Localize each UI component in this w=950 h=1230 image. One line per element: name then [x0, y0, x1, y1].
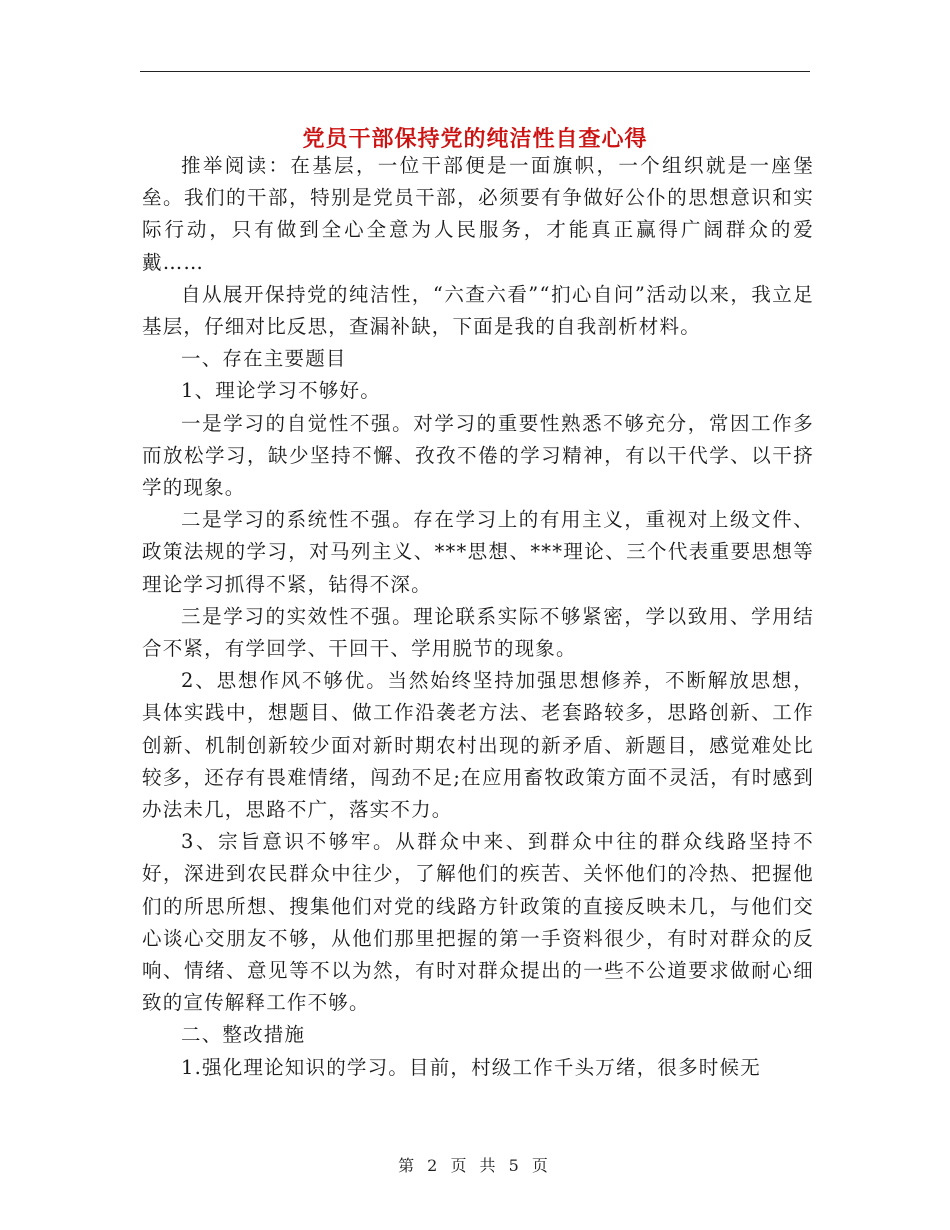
page-number: 第 2 页 共 5 页 [398, 1156, 552, 1175]
paragraph-thinking-style: 2、思想作风不够优。当然始终坚持加强思想修养，不断解放思想，具体实践中，想题目、做工作沿袭老方法、老套路较多，思路创新、工作创新、机制创新较少面对新时期农村出现的新矛盾、新题目，感觉难处比较多，还存有畏难情绪，闯劲不足;在应用畜牧政策方面不灵活，有时感到办法未几，思路不广，落实不力。 [142, 669, 814, 822]
section-heading-measures: 二、整改措施 [181, 1023, 306, 1047]
document-title: 党员干部保持党的纯洁性自查心得 [302, 126, 648, 152]
paragraph-study-system: 二是学习的系统性不强。存在学习上的有用主义，重视对上级文件、政策法规的学习，对马列主义、***思想、***理论、三个代表重要思想等理论学习抓得不紧，钻得不深。 [142, 508, 814, 596]
paragraph-purpose-awareness: 3、宗旨意识不够牢。从群众中来、到群众中往的群众线路坚持不好，深进到农民群众中往少，了解他们的疾苦、关怀他们的冷热、把握他们的所思所想、搜集他们对党的线路方针政策的直接反映未几，与他们交心谈心交朋友不够，从他们那里把握的第一手资料很少，有时对群众的反响、情绪、意见等不以为然，有时对群众提出的一些不公道要求做耐心细致的宣传解释工作不够。 [142, 830, 814, 1015]
header-rule [140, 71, 810, 72]
section-heading-problems: 一、存在主要题目 [181, 347, 347, 371]
subheading-theory-study: 1、理论学习不够好。 [181, 379, 381, 403]
document-body [142, 150, 814, 1084]
paragraph-activity: 自从展开保持党的纯洁性，“六查六看”“扪心自问”活动以来，我立足基层，仔细对比反思，查漏补缺，下面是我的自我剖析材料。 [142, 282, 814, 339]
paragraph-intro: 推举阅读：在基层，一位干部便是一面旗帜，一个组织就是一座堡垒。我们的干部，特别是党员干部，必须要有争做好公仆的思想意识和实际行动，只有做到全心全意为人民服务，才能真正赢得广阔群众的爱戴…… [142, 154, 814, 274]
paragraph-measure-1: 1.强化理论知识的学习。目前，村级工作千头万绪，很多时候无 [181, 1055, 761, 1079]
paragraph-study-effectiveness: 三是学习的实效性不强。理论联系实际不够紧密，学以致用、学用结合不紧，有学回学、干回干、学用脱节的现象。 [142, 604, 814, 661]
paragraph-study-consciousness: 一是学习的自觉性不强。对学习的重要性熟悉不够充分，常因工作多而放松学习，缺少坚持不懈、孜孜不倦的学习精神，有以干代学、以干挤学的现象。 [142, 411, 814, 500]
